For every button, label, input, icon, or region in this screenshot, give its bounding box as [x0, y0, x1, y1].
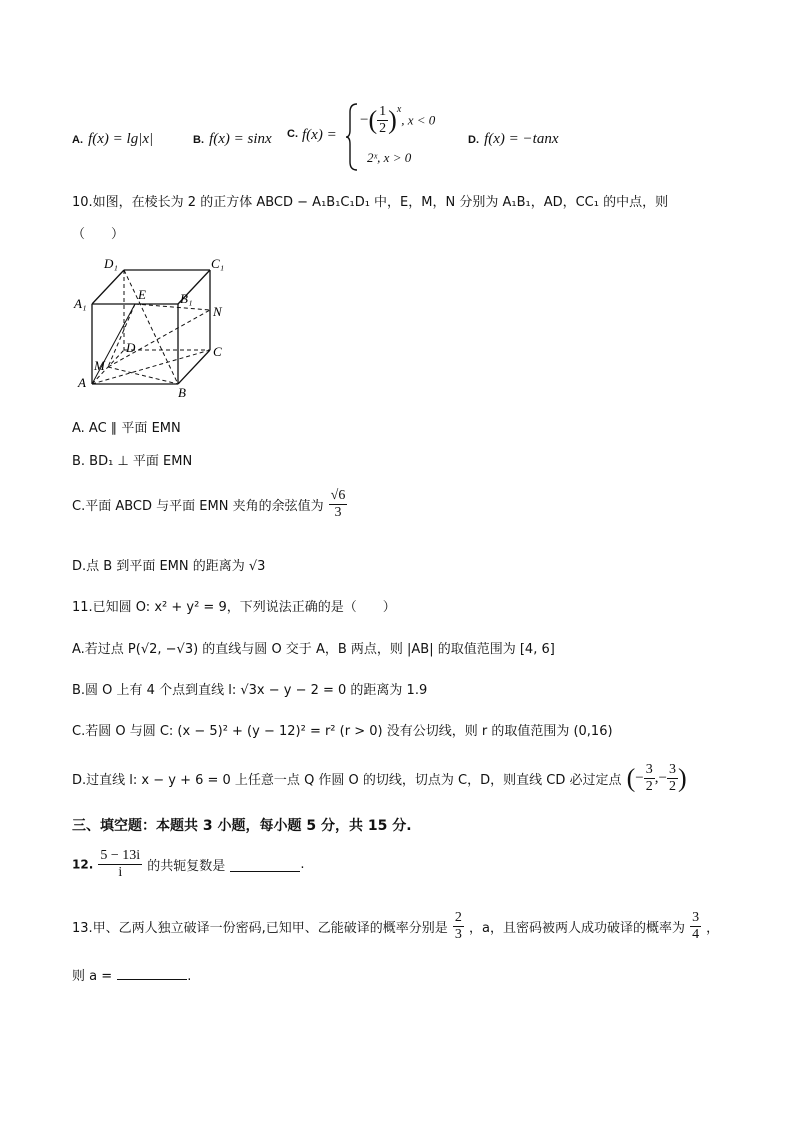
option-math: f(x) = sinx [209, 131, 272, 147]
frac-numerator: 3 [692, 910, 700, 925]
q13-line1 [72, 910, 719, 943]
frac-numerator: 3 [668, 762, 676, 777]
frac-numerator: 2 [454, 910, 462, 925]
answer-blank[interactable] [117, 965, 187, 980]
q9-option-d [468, 128, 558, 148]
frac-numerator: 1 [379, 104, 387, 119]
frac-denominator: 4 [692, 927, 700, 942]
vertex-label-d1: D₁ [104, 256, 118, 271]
q11-option-a: A.若过点 P(√2, −√3) 的直线与圆 O 交于 A，B 两点，则 |AB| 的取值范围为 [4, 6] [72, 642, 555, 657]
option-text: D.过直线 l: x − y + 6 = 0 上任意一点 Q 作圆 O 的切线，切点为 C，D，则直线 CD 必过定点 [72, 773, 622, 788]
q12: 12. $\frac{5 - 13i}{i}$ 的共轭复数是 . [72, 848, 305, 880]
vertex-label-b1: B₁ [180, 291, 193, 306]
q11-option-b: B.圆 O 上有 4 个点到直线 l: √3x − y − 2 = 0 的距离为 1.9 [72, 683, 428, 698]
frac-denominator: 2 [668, 779, 676, 794]
frac-denominator: 2 [379, 121, 387, 136]
question-text: 13.甲、乙两人独立破译一份密码,已知甲、乙能破译的概率分别是 [72, 921, 448, 936]
question-text: 的共轭复数是 [147, 859, 226, 874]
option-math: f(x) = [302, 127, 337, 143]
q11-option-c: C.若圆 O 与圆 C: (x − 5)² + (y − 12)² = r² (r > 0) 没有公切线，则 r 的取值范围为 (0,16) [72, 724, 613, 739]
q10-option-d: D.点 B 到平面 EMN 的距离为 √3 [72, 559, 266, 574]
case2: 2ˣ, x > 0 [367, 150, 412, 165]
option-math: f(x) = −tanx [484, 131, 559, 147]
question-text: ， [706, 921, 720, 936]
option-label: A. [72, 134, 83, 146]
point-label-e: E [138, 287, 146, 302]
q10-option-b: B. BD₁ ⊥ 平面 EMN [72, 454, 193, 469]
q10-stem-line1: 10.如图，在棱长为 2 的正方体 ABCD − A₁B₁C₁D₁ 中，E，M，N 分别为 A₁B₁，AD，CC₁ 的中点，则 [72, 195, 669, 210]
option-math: f(x) = lg|x| [88, 131, 154, 147]
option-label: D. [468, 134, 479, 146]
q11-option-d: D.过直线 l: x − y + 6 = 0 上任意一点 Q 作圆 O 的切线，切点为 C，D，则直线 CD 必过定点 (− $\frac{3}{2}$ ,− $\frac{3}{2}$ ) [72, 762, 687, 794]
question-label: 12. [72, 857, 94, 872]
point-label-n: N [213, 304, 222, 319]
q10-stem-line2: （ ） [72, 227, 125, 242]
q10-option-a: A. AC ∥ 平面 EMN [72, 421, 181, 436]
exponent: x [396, 104, 402, 115]
frac-denominator: 3 [454, 927, 462, 942]
answer-blank[interactable] [230, 857, 300, 872]
frac-numerator: √6 [330, 488, 346, 503]
point-label-m: M [94, 358, 105, 373]
case1-condition: , x < 0 [401, 112, 436, 128]
q9-option-a [72, 128, 153, 148]
frac-numerator: 5 − 13i [100, 848, 141, 863]
frac-denominator: i [118, 865, 123, 880]
option-label: C. [287, 128, 298, 140]
vertex-label-a1: A₁ [74, 296, 87, 311]
vertex-label-c1: C₁ [211, 256, 225, 271]
frac-denominator: 3 [334, 505, 342, 520]
section-heading: 三、填空题：本题共 3 小题，每小题 5 分，共 15 分. [72, 818, 412, 834]
q10-option-c [72, 488, 347, 521]
vertex-label-b: B [178, 385, 186, 400]
q9-option-b [193, 128, 272, 148]
frac-numerator: 3 [645, 762, 653, 777]
option-text: C.平面 ABCD 与平面 EMN 夹角的余弦值为 [72, 499, 324, 514]
frac-denominator: 2 [645, 779, 653, 794]
question-text: ，a，且密码被两人成功破译的概率为 [469, 921, 685, 936]
option-label: B. [193, 134, 204, 146]
question-text: 则 a = [72, 969, 113, 984]
q13-line2: 则 a = . [72, 965, 191, 984]
vertex-label-a: A [78, 375, 86, 390]
q11-stem: 11.已知圆 O: x² + y² = 9，下列说法正确的是（ ） [72, 600, 396, 615]
left-brace-icon [345, 102, 359, 172]
vertex-label-d: D [126, 340, 136, 355]
cube-figure [72, 256, 242, 406]
vertex-label-c: C [213, 344, 222, 359]
